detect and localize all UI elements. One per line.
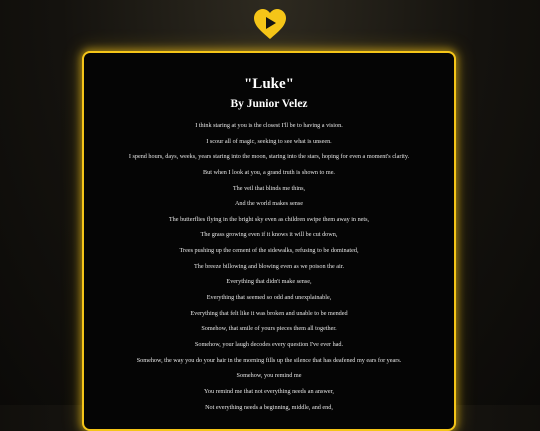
poem-line: I think staring at you is the closest I'll be to having a vision. [195, 122, 343, 129]
poem-line: The grass growing even if it knows it will be cut down, [200, 231, 338, 239]
poem-line: I spend hours, days, weeks, years staring into the moon, staring into the stars, hoping for even a moment's clarity. [128, 153, 410, 161]
poem-line: Somehow, the way you do your hair in the morning fills up the silence that has deafened my ears for years. [136, 356, 402, 364]
poem-title: "Luke" [243, 76, 294, 92]
poem-author: By Junior Velez [230, 98, 308, 110]
poem-line: Somehow, that smile of yours pieces them all together. [201, 325, 337, 333]
poem-card [82, 51, 456, 431]
poem-line: You remind me that not everything needs an answer, [204, 387, 334, 395]
poem-line: The butterflies flying in the bright sky even as children swipe them away in nets, [168, 215, 370, 223]
poem-body [88, 118, 450, 415]
heart-play-icon [252, 8, 288, 40]
poem-line: Somehow, you remind me [236, 372, 302, 380]
poem-line: But when I look at you, a grand truth is shown to me. [203, 168, 335, 176]
poem-line: Trees pushing up the cement of the sidewalks, refusing to be dominated, [179, 247, 359, 255]
site-logo[interactable] [252, 8, 288, 40]
poem-line: Everything that felt like it was broken and unable to be mended [190, 309, 348, 317]
poem-line: The breeze billowing and blowing even as we poison the air. [193, 262, 344, 270]
poem-line: Somehow, your laugh decodes every question I've ever had. [194, 340, 344, 348]
poem-line: I scour all of magic, seeking to see what is unseen. [206, 137, 332, 145]
poem-line: The veil that blinds me thins, [232, 184, 306, 192]
poem-line: Not everything needs a beginning, middle, and end, [205, 403, 333, 411]
poem-line: Everything that didn't make sense, [226, 278, 312, 286]
poem-line: Everything that seemed so odd and unexplainable, [206, 294, 332, 302]
poem-line: And the world makes sense [234, 200, 304, 208]
